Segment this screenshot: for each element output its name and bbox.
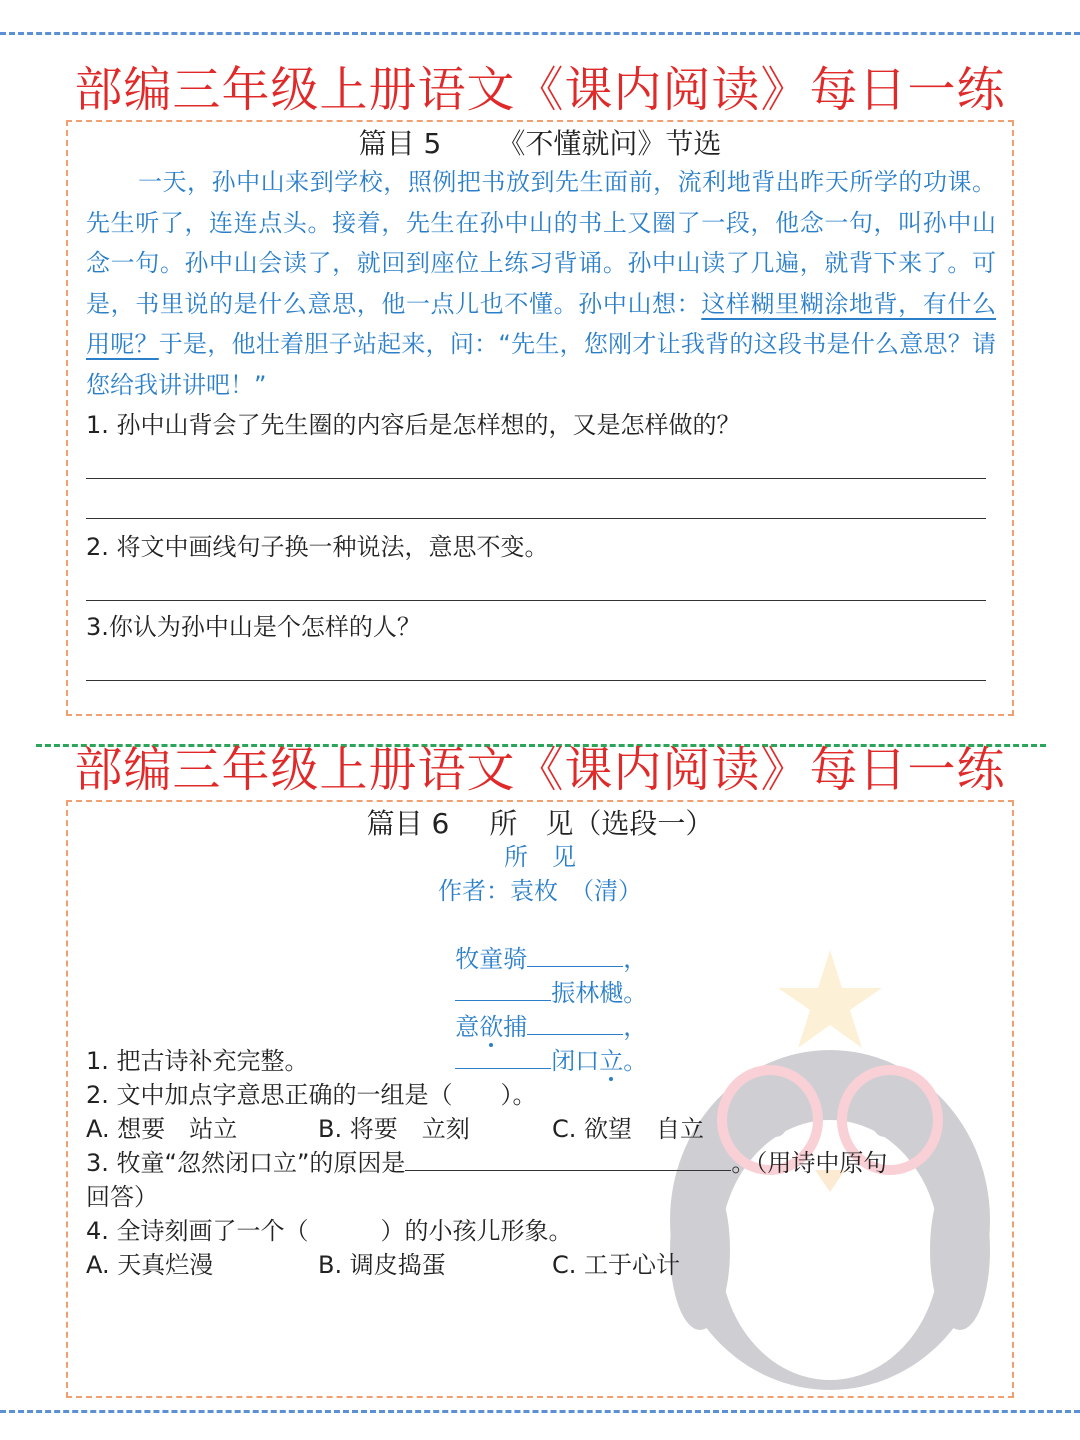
poem-line-1-text: 牧童骑 [455,945,528,973]
passage-text-2: 于是，他壮着胆子站起来，问：“先生，您刚才让我背的这段书是什么意思？请您给我讲讲吧！” [86,330,996,399]
dotted-char-li: 立 [599,1047,624,1075]
answer-blank[interactable] [405,1146,731,1171]
answer-line[interactable] [86,680,986,681]
page-banner-title: 部编三年级上册语文《课内阅读》每日一练 [74,62,1006,118]
section1-passage [86,162,996,405]
passage-text-1: 一天，孙中山来到学校，照例把书放到先生面前，流利地背出昨天所学的功课。先生听了，连连点头。接着，先生在孙中山的书上又圈了一段，他念一句，叫孙中山念一句。孙中山会读了，就回到座位上练习背诵。孙中山读了几遍，就背下来了。可是，书里说的是什么意思，他一点儿也不懂。孙中山想： [86,168,996,318]
bottom-dashed-divider [0,1410,1080,1413]
section1-question-2: 2. 将文中画线句子换一种说法，意思不变。 [86,533,549,561]
section2-heading [0,802,1080,842]
option-c[interactable]: C. 工于心计 [552,1251,681,1279]
option-b[interactable]: B. 将要 立刻 [318,1115,470,1143]
question-3-suffix: 。（用诗中原句 [731,1149,888,1177]
poem-char: 意 [455,1013,480,1041]
poem-title: 所 见 [504,843,576,871]
poem-line-4-punct: 。 [623,1047,648,1075]
section2-question-3-continue: 回答） [86,1183,158,1211]
section2-question-2-options [86,1112,996,1146]
section2-heading-title: 所 见（选段一） [489,807,714,840]
page-banner-title-2: 部编三年级上册语文《课内阅读》每日一练 [74,742,1006,798]
section1-heading-label: 篇目 5 [358,127,442,160]
question-3-text: 3. 牧童“忽然闭口立”的原因是 [86,1149,406,1177]
option-a[interactable]: A. 天真烂漫 [86,1251,214,1279]
option-a[interactable]: A. 想要 站立 [86,1115,238,1143]
poem-char: 捕 [503,1013,528,1041]
top-dashed-divider [0,32,1080,35]
answer-line[interactable] [86,518,986,519]
poem-author: 作者：袁枚 （清） [438,877,642,905]
section2-question-1: 1. 把古诗补充完整。 [86,1047,309,1075]
dotted-char-yu: 欲 [479,1013,504,1041]
section2-heading-label: 篇目 6 [366,807,450,840]
poem-line-1-punct: ， [623,945,648,973]
option-b[interactable]: B. 调皮捣蛋 [318,1251,446,1279]
section1-question-3: 3.你认为孙中山是个怎样的人？ [86,613,421,641]
section1-question-1: 1. 孙中山背会了先生圈的内容后是怎样想的，又是怎样做的？ [86,411,741,439]
section1-heading-title: 《不懂就问》节选 [497,127,722,160]
section2-question-4-options [86,1248,996,1282]
answer-line[interactable] [86,478,986,479]
passage-underlined-sentence: 这样糊里糊涂地背，有什么用呢？ [86,289,997,358]
section2-question-4: 4. 全诗刻画了一个（ ）的小孩儿形象。 [86,1217,573,1245]
section2-question-2: 2. 文中加点字意思正确的一组是（ ）。 [86,1081,537,1109]
poem-line-2-text: 振林樾。 [551,979,648,1007]
poem-line-3-punct: ， [623,1013,648,1041]
answer-line[interactable] [86,600,986,601]
option-c[interactable]: C. 欲望 自立 [552,1115,705,1143]
section1-heading [0,122,1080,162]
section2-question-3 [86,1146,996,1180]
poem-line-4-text: 闭口 [551,1047,600,1075]
